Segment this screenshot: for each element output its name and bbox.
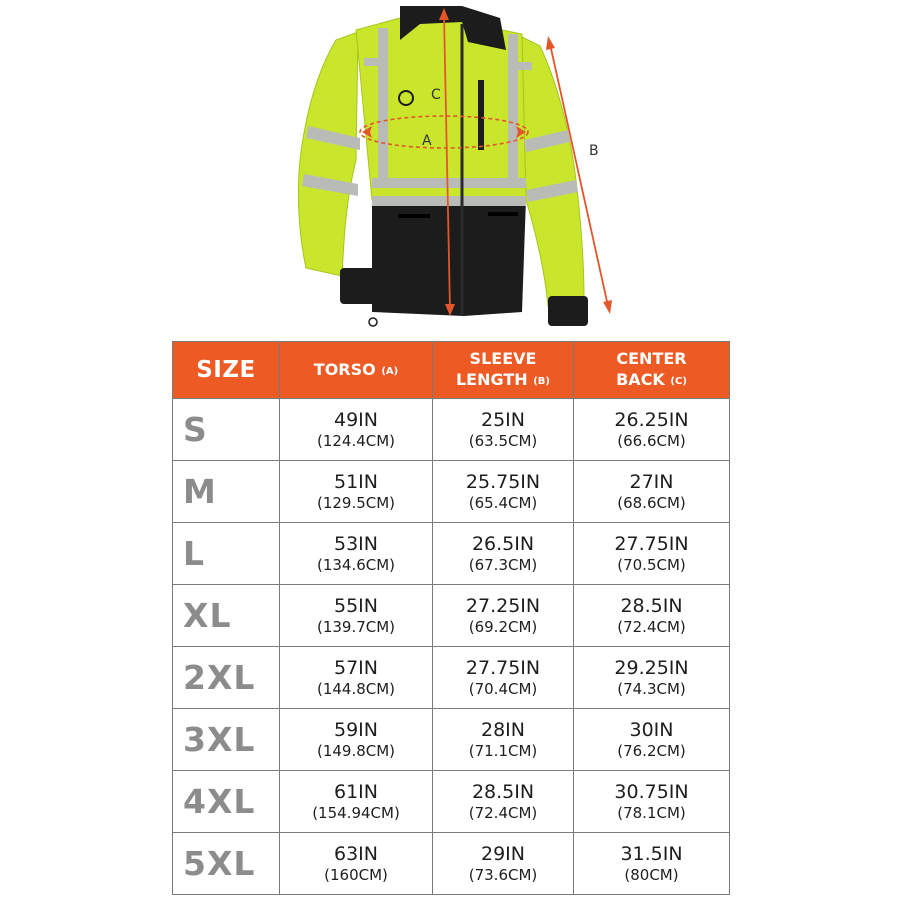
header-sleeve-line1: SLEEVE [469, 349, 537, 368]
header-center-back [574, 342, 730, 399]
sleeve-cell [433, 523, 574, 585]
left-sleeve [298, 32, 358, 276]
hem-toggle [369, 318, 377, 326]
header-back-line2: BACK [616, 370, 665, 389]
size-cell: 4XL [173, 771, 280, 833]
sleeve-inches: 28.5IN [471, 780, 535, 803]
sleeve-cell [433, 461, 574, 523]
measurement-label-a: A [422, 133, 432, 149]
torso-cm: (154.94CM) [312, 803, 400, 822]
sleeve-cell [433, 399, 574, 461]
size-cell: M [173, 461, 280, 523]
center-back-cell [574, 709, 730, 771]
torso-cell [280, 771, 433, 833]
left-cuff [340, 268, 380, 304]
size-cell: 2XL [173, 647, 280, 709]
center-back-inches: 29.25IN [614, 656, 689, 679]
torso-cell [280, 585, 433, 647]
center-back-cell [574, 399, 730, 461]
center-back-inches: 31.5IN [620, 842, 683, 865]
torso-cm: (129.5CM) [316, 493, 396, 512]
sleeve-cell [433, 771, 574, 833]
header-sleeve-line2: LENGTH [455, 370, 528, 389]
center-back-cm: (80CM) [624, 865, 679, 884]
table-row [173, 709, 730, 771]
torso-inches: 51IN [334, 470, 378, 493]
jacket-measurement-diagram [0, 0, 900, 340]
center-back-inches: 28.5IN [620, 594, 683, 617]
center-back-cm: (72.4CM) [617, 617, 686, 636]
sleeve-cm: (71.1CM) [468, 741, 538, 760]
center-back-inches: 27IN [629, 470, 674, 493]
torso-cm: (149.8CM) [316, 741, 396, 760]
table-row [173, 585, 730, 647]
torso-cell [280, 523, 433, 585]
header-sleeve-length [433, 342, 574, 399]
size-chart-header-row [173, 342, 730, 399]
table-row [173, 523, 730, 585]
header-torso-label: TORSO [313, 359, 376, 379]
torso-cm: (144.8CM) [316, 679, 396, 698]
jacket-illustration [0, 0, 900, 340]
center-back-cm: (76.2CM) [617, 741, 686, 760]
header-sleeve-code: (B) [533, 376, 550, 387]
sleeve-inches: 28IN [481, 718, 525, 741]
torso-cm: (139.7CM) [316, 617, 396, 636]
center-back-inches: 27.75IN [614, 532, 689, 555]
header-size [173, 342, 280, 399]
size-cell: L [173, 523, 280, 585]
chest-pocket-zipper [478, 80, 484, 150]
sleeve-inches: 29IN [481, 842, 525, 865]
center-back-inches: 30IN [629, 718, 674, 741]
center-back-cm: (78.1CM) [617, 803, 686, 822]
torso-inches: 49IN [334, 408, 378, 431]
center-back-cm: (66.6CM) [617, 431, 686, 450]
sleeve-arrow-top [546, 36, 555, 50]
table-row [173, 399, 730, 461]
sleeve-cm: (72.4CM) [468, 803, 538, 822]
center-back-cell [574, 523, 730, 585]
sleeve-cm: (70.4CM) [468, 679, 538, 698]
measurement-label-b: B [589, 143, 599, 159]
right-lower-pocket [488, 212, 518, 216]
size-cell: XL [173, 585, 280, 647]
sleeve-inches: 26.5IN [471, 532, 535, 555]
torso-cell [280, 833, 433, 895]
size-chart-table [172, 341, 730, 895]
torso-inches: 63IN [334, 842, 378, 865]
torso-cell [280, 709, 433, 771]
sleeve-cell [433, 647, 574, 709]
sleeve-cm: (73.6CM) [468, 865, 538, 884]
center-back-cm: (74.3CM) [617, 679, 686, 698]
left-lower-pocket [398, 214, 430, 218]
center-back-cell [574, 833, 730, 895]
center-back-inches: 26.25IN [614, 408, 689, 431]
table-row [173, 461, 730, 523]
right-cuff [548, 296, 588, 326]
torso-inches: 59IN [334, 718, 378, 741]
torso-inches: 61IN [334, 780, 378, 803]
sleeve-cm: (69.2CM) [468, 617, 538, 636]
torso-cell [280, 647, 433, 709]
sleeve-inches: 25.75IN [465, 470, 541, 493]
header-torso-code: (A) [381, 365, 399, 377]
center-back-cm: (68.6CM) [617, 493, 686, 512]
torso-cm: (124.4CM) [316, 431, 396, 450]
header-torso [280, 342, 433, 399]
sleeve-cell [433, 833, 574, 895]
table-row [173, 647, 730, 709]
center-back-cell [574, 771, 730, 833]
center-back-cell [574, 647, 730, 709]
sleeve-inches: 25IN [481, 408, 525, 431]
right-sleeve [520, 36, 584, 306]
torso-cell [280, 399, 433, 461]
header-back-code: (C) [670, 376, 687, 387]
center-back-cell [574, 585, 730, 647]
sleeve-cm: (67.3CM) [468, 555, 538, 574]
torso-inches: 57IN [334, 656, 378, 679]
torso-inches: 53IN [334, 532, 378, 555]
sleeve-inches: 27.25IN [465, 594, 541, 617]
torso-cm: (160CM) [324, 865, 388, 884]
table-row [173, 771, 730, 833]
torso-cm: (134.6CM) [316, 555, 396, 574]
sleeve-cell [433, 585, 574, 647]
sleeve-arrow-bottom [603, 300, 612, 314]
header-size-label: SIZE [196, 356, 256, 383]
size-cell: 5XL [173, 833, 280, 895]
center-back-cell [574, 461, 730, 523]
sleeve-cell [433, 709, 574, 771]
sleeve-inches: 27.75IN [465, 656, 541, 679]
size-cell: 3XL [173, 709, 280, 771]
size-cell: S [173, 399, 280, 461]
measurement-label-c: C [431, 87, 441, 103]
center-back-inches: 30.75IN [614, 780, 689, 803]
torso-cell [280, 461, 433, 523]
sleeve-cm: (65.4CM) [468, 493, 538, 512]
center-back-cm: (70.5CM) [617, 555, 686, 574]
table-row [173, 833, 730, 895]
header-back-line1: CENTER [616, 349, 687, 368]
sleeve-cm: (63.5CM) [468, 431, 538, 450]
torso-inches: 55IN [334, 594, 378, 617]
